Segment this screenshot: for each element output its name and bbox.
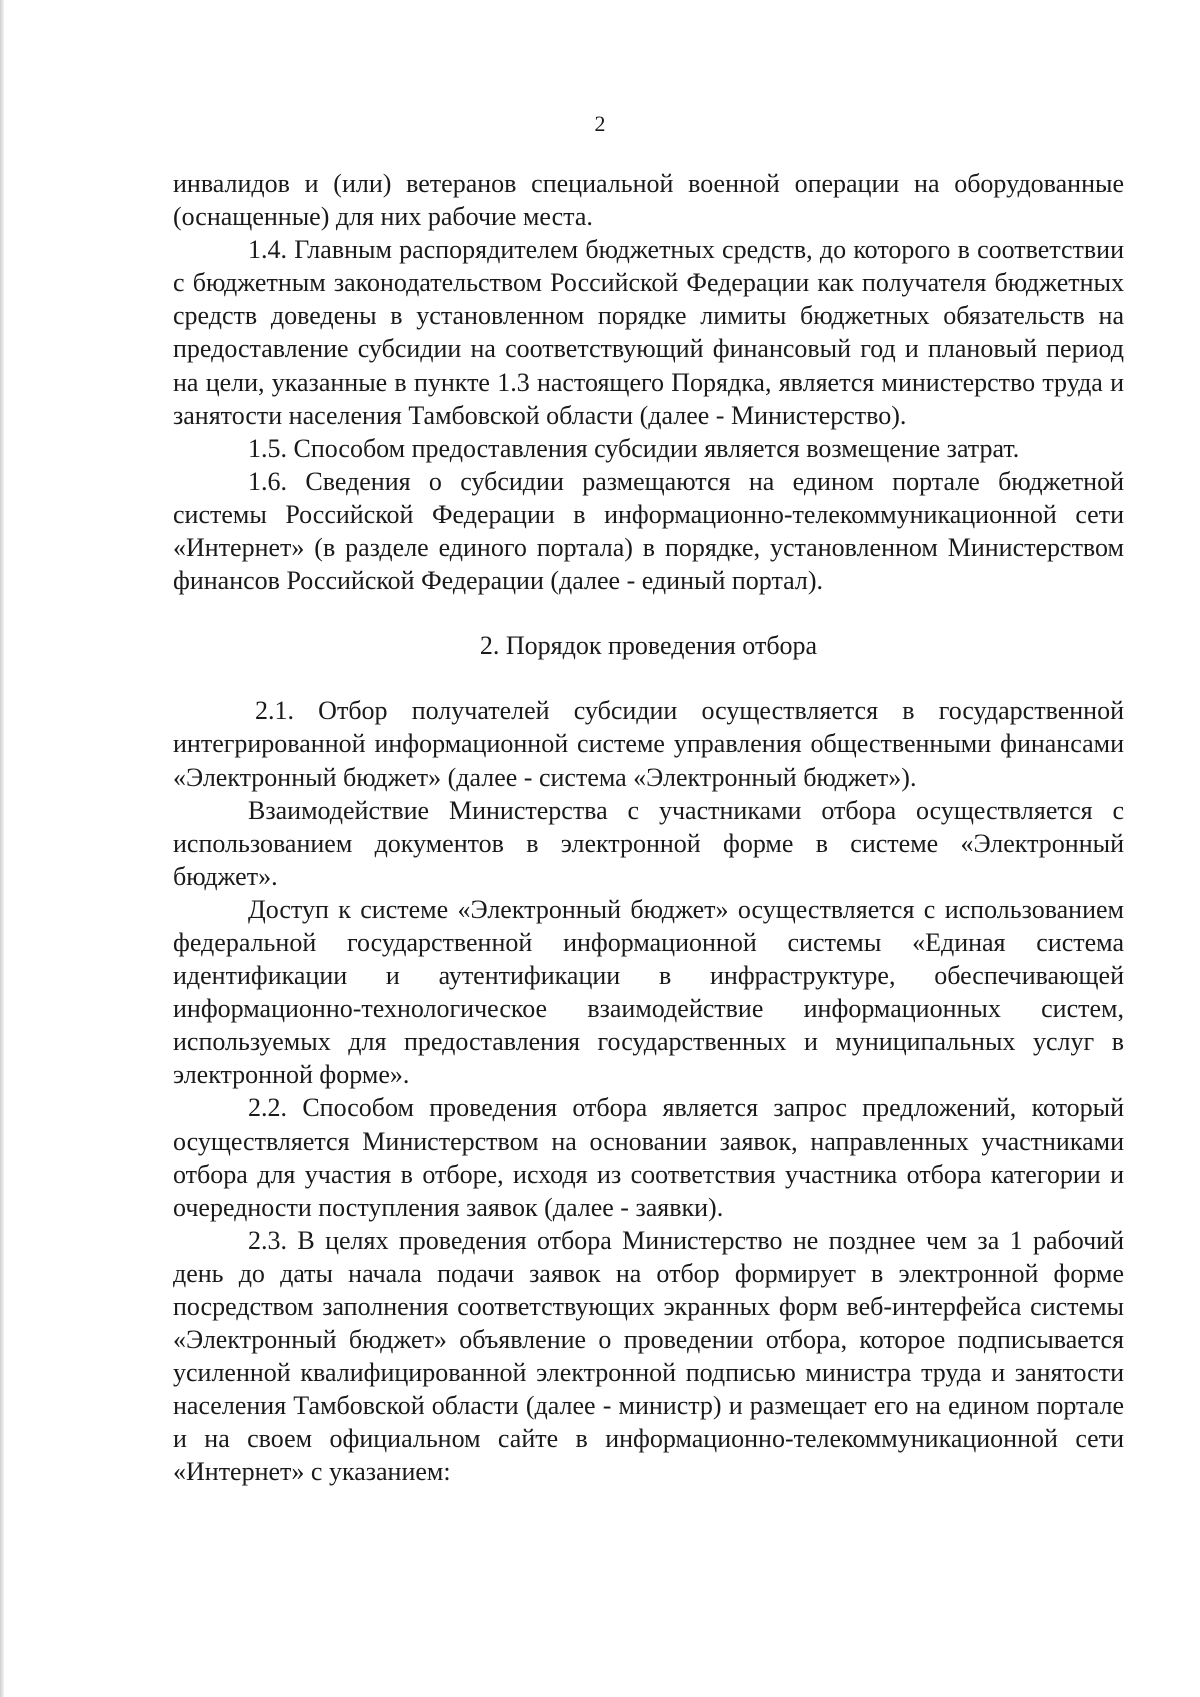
paragraph-access: Доступ к системе «Электронный бюджет» осуществляется с использованием федеральной государственной информационной системы «Единая система идентификации и аутентификации в инфраструктуре, обеспечивающей информационно-технологическое взаимодействие информационных систем, используемых для предоставления государственных и муниципальных услуг в электронной форме». — [173, 894, 1124, 1090]
paragraph-1-6: 1.6. Сведения о субсидии размещаются на едином портале бюджетной системы Российской Федерации в информационно-телекоммуникационной сети «Интернет» (в разделе единого портала) в порядке, установленном Министерством финансов Российской Федерации (далее - единый портал). — [173, 466, 1124, 596]
document-body — [173, 167, 1124, 1489]
paragraph-2-1: 2.1. Отбор получателей субсидии осуществляется в государственной интегрированной информационной системе управления общественными финансами «Электронный бюджет» (далее - система «Электронный бюджет»). — [173, 696, 1124, 792]
paragraph-continuation: инвалидов и (или) ветеранов специальной военной операции на оборудованные (оснащенные) для них рабочие места. — [173, 169, 1124, 232]
paragraph-2-2: 2.2. Способом проведения отбора является запрос предложений, который осуществляется Министерством на основании заявок, направленных участниками отбора для участия в отборе, исходя из соответствия участника отбора категории и очередности поступления заявок (далее - заявки). — [173, 1093, 1124, 1222]
paragraph-1-5: 1.5. Способом предоставления субсидии является возмещение затрат. — [248, 433, 1020, 463]
section-heading: 2. Порядок проведения отбора — [479, 631, 818, 661]
paragraph-2-3: 2.3. В целях проведения отбора Министерство не позднее чем за 1 рабочий день до даты начала подачи заявок на отбор формирует в электронной форме посредством заполнения соответствующих экранных форм веб-интерфейса системы «Электронный бюджет» объявление о проведении отбора, которое подписывается усиленной квалифицированной электронной подписью министра труда и занятости населения Тамбовской области (далее - министр) и размещает его на едином портале и на своем официальном сайте в информационно-телекоммуникационной сети «Интернет» с указанием: — [173, 1225, 1124, 1487]
scan-edge-shadow — [0, 0, 4, 1697]
paragraph-1-4: 1.4. Главным распорядителем бюджетных средств, до которого в соответствии с бюджетным законодательством Российской Федерации как получателя бюджетных средств доведены в установленном порядке лимиты бюджетных обязательств на предоставление субсидии на соответствующий финансовый год и плановый период на цели, указанные в пункте 1.3 настоящего Порядка, является министерство труда и занятости населения Тамбовской области (далее - Министерство). — [173, 235, 1124, 430]
page-number: 2 — [594, 111, 606, 136]
paragraph-interaction: Взаимодействие Министерства с участниками отбора осуществляется с использованием документов в электронной форме в системе «Электронный бюджет». — [173, 795, 1124, 891]
